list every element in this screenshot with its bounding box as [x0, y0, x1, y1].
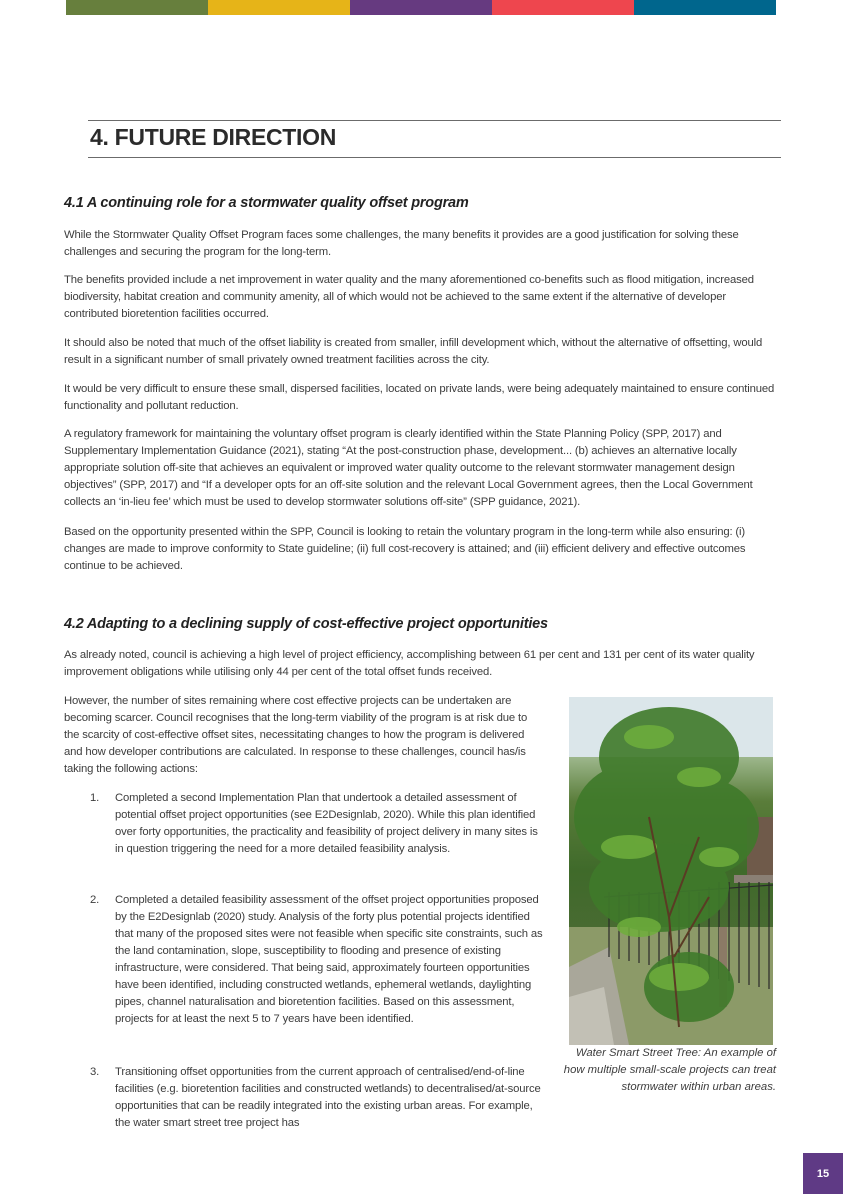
photo-caption: Water Smart Street Tree: An example of how multiple small-scale projects can treat stormwater within urban areas.	[563, 1047, 776, 1093]
list-text: Completed a detailed feasibility assessment of the offset project opportunities proposed by the E2Designlab (2020) study. Analysis of the forty plus potential projects identified that many of the proposed sites were not feasible when specific site constraints, such as the land contamination, slope, susceptibility to flooding and presence of existing infrastructure, were considered. That being said, approximately fourteen opportunities have been identified, including constructed wetlands, ephemeral wetlands, daylighting pipes, channel naturalisation and bioretention facilities. Based on this assessment, projects for at least the next 5 to 7 years have been identified.	[115, 894, 543, 1025]
paragraph: A regulatory framework for maintaining the voluntary offset program is clearly identified within the State Planning Policy (SPP, 2017) and Supplementary Implementation Guidance (2021), stating “At the post-construction phase, development... (b) achieves an alternative locally appropriate solution off-site that achieves an equivalent or improved water quality outcome to the relevant stormwater management design objectives” (SPP, 2017) and “If a developer opts for an off-site solution and the relevant Local Government agrees, then the Local Government collects an ‘in-lieu fee’ which must be used to develop stormwater solutions off-site” (SPP guidance, 2021).	[64, 428, 753, 508]
action-list-item-1	[90, 790, 545, 858]
color-bar-segment-blue	[634, 0, 776, 15]
section-heading-4-2: 4.2 Adapting to a declining supply of cost-effective project opportunities	[64, 616, 548, 632]
paragraph: However, the number of sites remaining where cost effective projects can be undertaken are becoming scarcer. Council recognises that the long-term viability of the program is at risk due to the scarcity of cost-effective offset sites, necessitating changes to how the program is delivered and how developer contributions are calculated. In response to these challenges, council has/is taking the following actions:	[64, 695, 528, 775]
header-color-bar	[66, 0, 776, 15]
tree-illustration-icon	[569, 697, 773, 1045]
paragraph: Based on the opportunity presented within the SPP, Council is looking to retain the voluntary program in the long-term while also ensuring: (i) changes are made to improve conformity to State guideline; (ii) full cost-recovery is attained; and (iii) efficient delivery and effective outcomes continue to be achieved.	[64, 526, 746, 572]
paragraph: The benefits provided include a net improvement in water quality and the many aforementioned co-benefits such as flood mitigation, increased biodiversity, habitat creation and community amenity, all of which would not be achieved to the same extent if the alternative of developer contributed bioretention facilities occurred.	[64, 274, 754, 320]
action-list-item-2	[90, 892, 545, 1028]
list-number: 3.	[90, 1066, 100, 1078]
color-bar-segment-green	[66, 0, 208, 15]
street-tree-photo	[569, 697, 773, 1045]
title-bottom-rule	[88, 157, 781, 158]
page-number-badge	[803, 1153, 843, 1194]
list-number: 1.	[90, 792, 100, 804]
paragraph: It should also be noted that much of the offset liability is created from smaller, infill development which, without the alternative of offsetting, would result in a significant number of small privately owned treatment facilities across the city.	[64, 337, 763, 366]
list-text: Completed a second Implementation Plan that undertook a detailed assessment of potential offset project opportunities (see E2Designlab, 2020). While this plan identified over forty opportunities, the practicality and feasibility of project delivery in many sites is in question triggering the need for a more detailed feasibility analysis.	[115, 792, 538, 855]
section-heading-4-1: 4.1 A continuing role for a stormwater quality offset program	[64, 195, 469, 211]
paragraph: While the Stormwater Quality Offset Program faces some challenges, the many benefits it provides are a good justification for solving these challenges and securing the program for the long-term.	[64, 229, 739, 258]
color-bar-segment-red	[492, 0, 634, 15]
list-number: 2.	[90, 894, 100, 906]
color-bar-segment-purple	[350, 0, 492, 15]
action-list-item-3	[90, 1064, 545, 1132]
page-title: 4. FUTURE DIRECTION	[90, 124, 337, 150]
title-top-rule	[88, 120, 781, 121]
paragraph: It would be very difficult to ensure these small, dispersed facilities, located on private lands, were being adequately maintained to ensure continued functionality and pollutant reduction.	[64, 383, 775, 412]
color-bar-segment-yellow	[208, 0, 350, 15]
page-number: 15	[816, 1167, 830, 1180]
list-text: Transitioning offset opportunities from the current approach of centralised/end-of-line facilities (e.g. bioretention facilities and constructed wetlands) to decentralised/at-source opportunities that can be readily integrated into the existing urban areas. For example, the water smart street tree project has	[115, 1066, 541, 1129]
paragraph: As already noted, council is achieving a high level of project efficiency, accomplishing between 61 per cent and 131 per cent of its water quality improvement obligations while utilising only 44 per cent of the total offset funds received.	[64, 649, 755, 678]
